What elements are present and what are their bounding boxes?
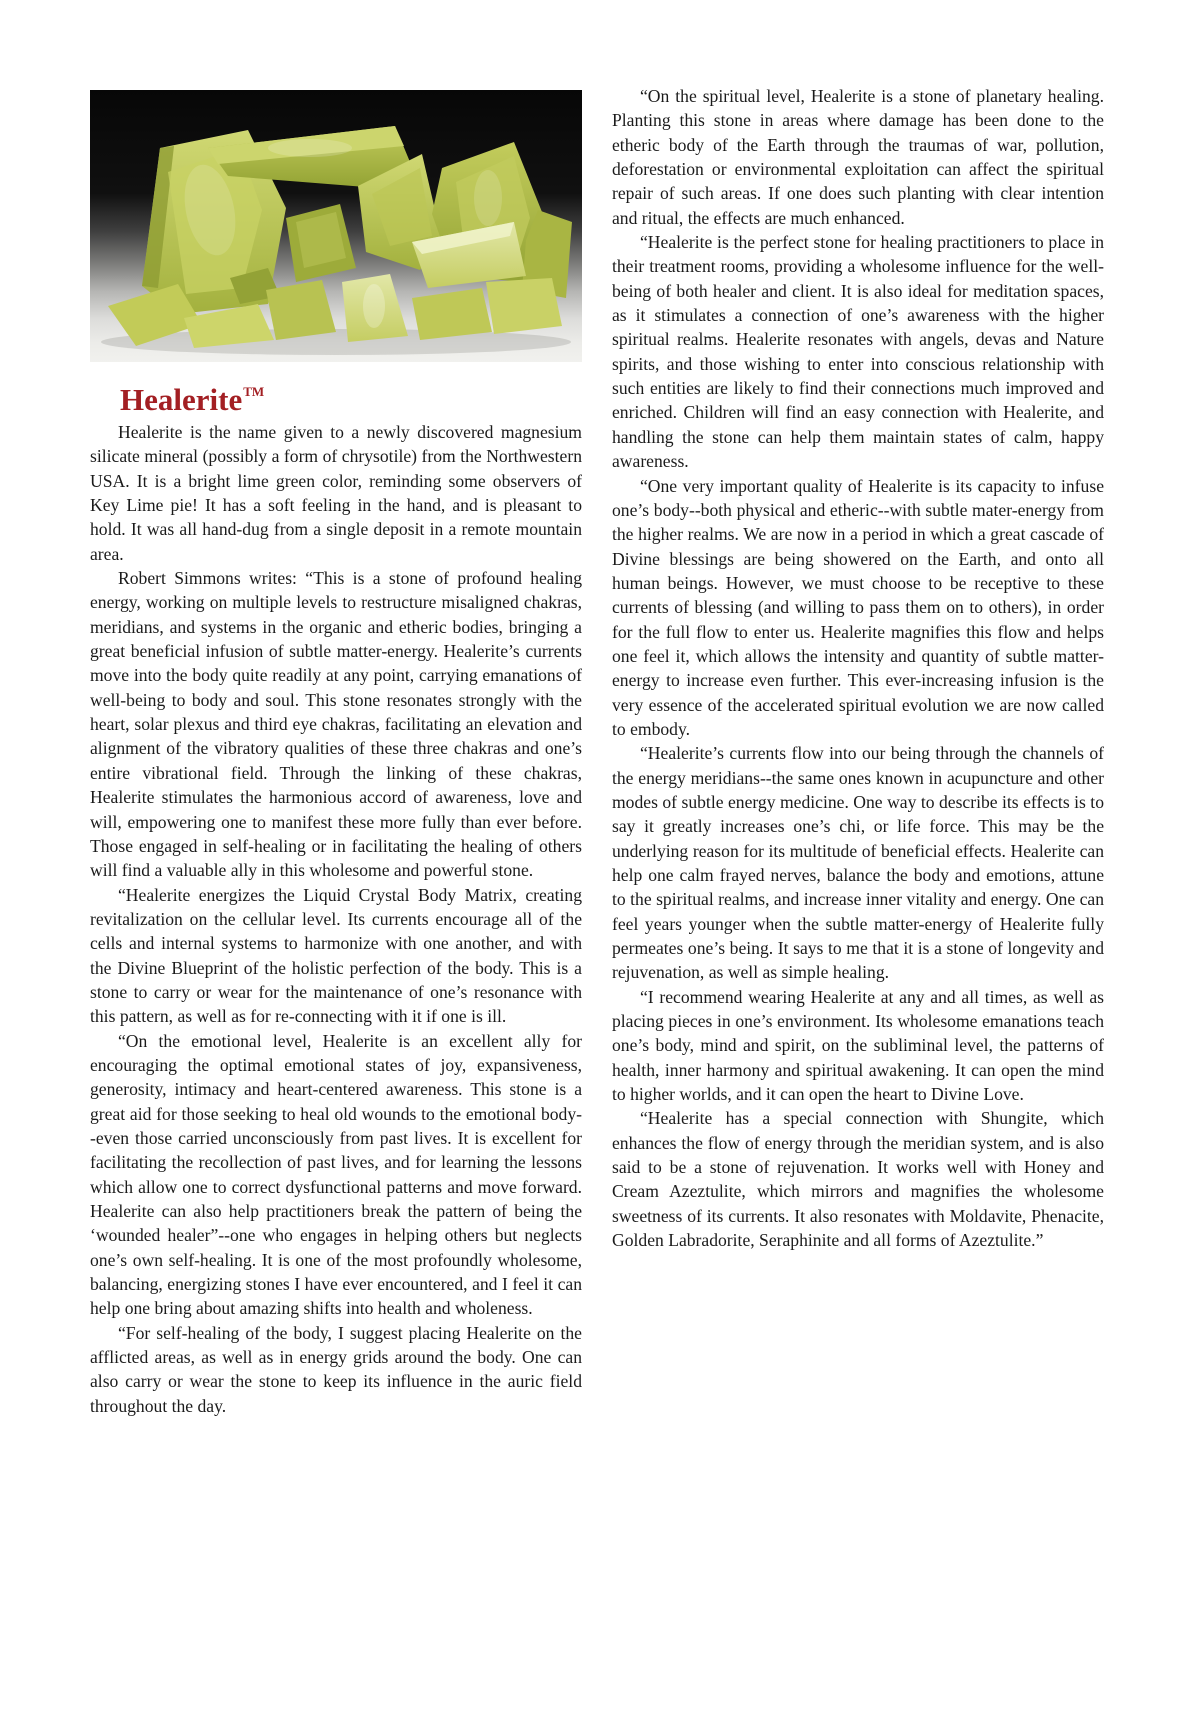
paragraph: “On the emotional level, Healerite is an excellent ally for encouraging the optimal emotional states of joy, expansiveness, generosity, intimacy and heart-centered awareness. This stone is a great aid for those seeking to heal old wounds to the emotional body--even those carried unconsciously from past lives. It is excellent for facilitating the recollection of past lives, and for learning the lessons which allow one to correct dysfunctional patterns and move forward. Healerite can also help practitioners break the pattern of being the ‘wounded healer”--one who engages in helping others but neglects one’s own self-healing. It is one of the most profoundly wholesome, balancing, energizing stones I have ever encountered, and I feel it can help one bring about amazing shifts into health and wholeness. — [90, 1030, 582, 1319]
healerite-stones-image — [90, 90, 582, 362]
trademark-symbol: TM — [243, 383, 265, 399]
left-column — [90, 90, 582, 1418]
paragraph: Robert Simmons writes: “This is a stone of profound healing energy, working on multiple levels to restructure misaligned chakras, meridians, and systems in the organic and etheric bodies, bringing a great beneficial infusion of subtle matter-energy. Healerite’s currents move into the body quite readily at any point, carrying emanations of well-being to body and soul. This stone resonates strongly with the heart, solar plexus and third eye chakras, facilitating an elevation and alignment of the vibratory qualities of these three chakras and one’s entire vibrational field. Through the linking of these chakras, Healerite stimulates the harmonious accord of awareness, love and will, empowering one to manifest these more fully than ever before. Those engaged in self-healing or in facilitating the healing of others will find a valuable ally in this wholesome and powerful stone. — [90, 568, 582, 881]
paragraph: “For self-healing of the body, I suggest placing Healerite on the afflicted areas, as well as in energy grids around the body. One can also carry or wear the stone to keep its influence in the auric field throughout the day. — [90, 1322, 582, 1416]
paragraph: “Healerite’s currents flow into our being through the channels of the energy meridians--the same ones known in acupuncture and other modes of subtle energy medicine. One way to describe its effects is to say it greatly increases one’s chi, or life force. This may be the underlying reason for its multitude of beneficial effects. Healerite can help one calm frayed nerves, balance the body and emotions, attune to the spiritual realms, and increase inner vitality and energy. One can feel years younger when the subtle matter-energy of Healerite fully permeates one’s being. It says to me that it is a stone of longevity and rejuvenation, as well as simple healing. — [612, 743, 1104, 983]
paragraph: “Healerite has a special connection with Shungite, which enhances the flow of energy through the meridian system, and is also said to be a stone of rejuvenation. It works well with Honey and Cream Azeztulite, which mirrors and magnifies the wholesome sweetness of its currents. It also resonates with Moldavite, Phenacite, Golden Labradorite, Seraphinite and all forms of Azeztulite.” — [612, 1108, 1104, 1251]
healerite-photo — [90, 90, 582, 362]
paragraph: “Healerite is the perfect stone for healing practitioners to place in their treatment rooms, providing a wholesome influence for the well-being of both healer and client. It is also ideal for meditation spaces, as it stimulates a connection of one’s awareness with the higher spiritual realms. Healerite resonates with angels, devas and Nature spirits, and those wishing to enter into conscious relationship with such entities are likely to find their connections much improved and enriched. Children will find an easy connection with Healerite, and handling the stone can help them maintain states of calm, happy awareness. — [612, 232, 1104, 472]
paragraph: “I recommend wearing Healerite at any and all times, as well as placing pieces in one’s environment. Its wholesome emanations teach one’s body, mind and spirit, on the subliminal level, the patterns of health, inner harmony and spiritual awakening. It can open the mind to higher worlds, and it can open the heart to Divine Love. — [612, 986, 1104, 1105]
title-text: Healerite — [120, 382, 243, 417]
paragraph: “One very important quality of Healerite is its capacity to infuse one’s body--both physical and etheric--with subtle mater-energy from the higher realms. We are now in a period in which a great cascade of Divine blessings are being showered on the Earth, and onto all human beings. However, we must choose to be receptive to these currents of blessing (and willing to pass them on to others), in order for the full flow to enter us. Healerite magnifies this flow and helps one feel it, which allows the intensity and quantity of subtle matter-energy to increase even further. This ever-increasing infusion is the very essence of the accelerated spiritual evolution we are now called to embody. — [612, 475, 1104, 739]
paragraph: “On the spiritual level, Healerite is a stone of planetary healing. Planting this stone in areas where damage has been done to the etheric body of the Earth through the traumas of war, pollution, deforestation or environmental exploitation can affect the spiritual repair of such areas. If one does such planting with clear intention and ritual, the effects are much enhanced. — [612, 86, 1104, 228]
right-column — [612, 84, 1104, 1253]
paragraph: Healerite is the name given to a newly discovered magnesium silicate mineral (possibly a form of chrysotile) from the Northwestern USA. It is a bright lime green color, reminding some observers of Key Lime pie! It has a soft feeling in the hand, and is pleasant to hold. It was all hand-dug from a single deposit in a remote mountain area. — [90, 422, 582, 564]
page-title — [90, 383, 582, 416]
paragraph: “Healerite energizes the Liquid Crystal Body Matrix, creating revitalization on the cellular level. Its currents encourage all of the cells and internal systems to harmonize with one another, and with the Divine Blueprint of the holistic perfection of the body. This is a stone to carry or wear for the maintenance of one’s resonance with this pattern, as well as for re-connecting with it if one is ill. — [90, 884, 582, 1027]
